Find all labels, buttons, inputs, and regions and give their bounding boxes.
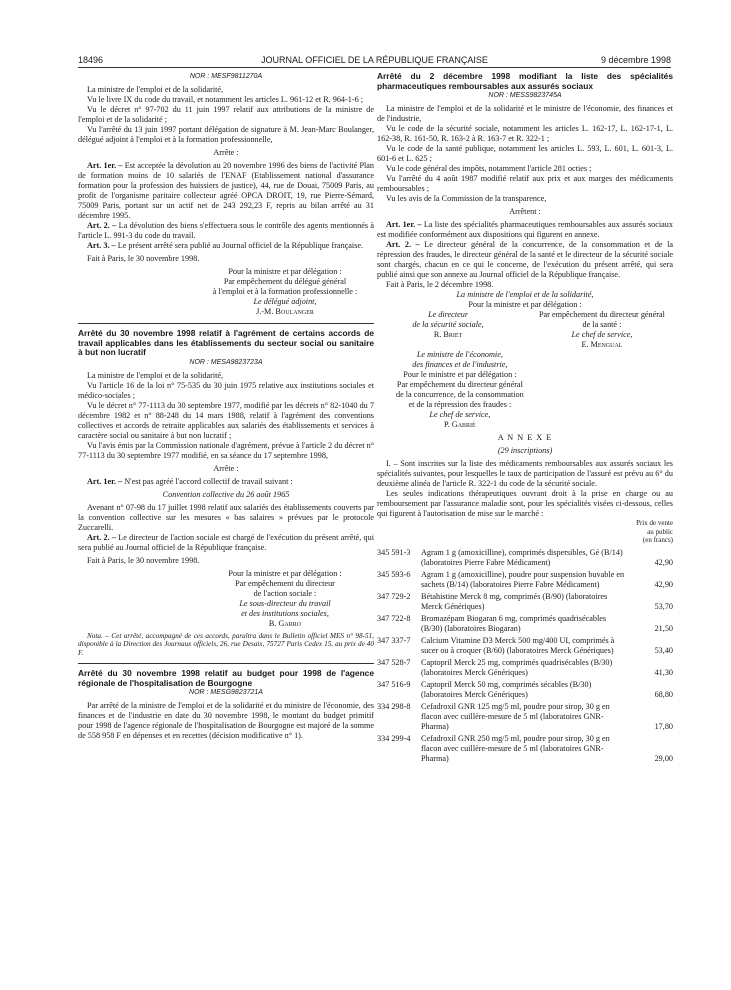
medication-description: Agram 1 g (amoxicilline), comprimés dispersibles, Gé (B/14) (laboratoires Pierre Fabre Médicament): [421, 547, 623, 567]
medication-price: 42,90: [654, 579, 673, 589]
paragraph: Vu l'avis émis par la Commission nationale d'agrément, prévue à l'article 2 du décret n° 77-1113 du 30 septembre 1977 modifié, en sa séance du 17 septembre 1998,: [78, 440, 374, 460]
medication-row: [377, 636, 673, 656]
signatory-line: Pour la ministre et par délégation :: [468, 300, 582, 310]
annex-heading: A N N E X E: [497, 433, 553, 443]
paragraph: Vu l'arrêté du 13 juin 1997 portant délégation de signature à M. Jean-Marc Boulanger, délégué adjoint à l'emploi et à la formation professionnelle,: [78, 125, 374, 144]
article: Art. 2. – La dévolution des biens s'effectuera sous le contrôle des agents mentionnés à l'article L. 991-3 du code du travail.: [78, 221, 375, 240]
paragraph: Vu le décret n° 97-702 du 11 juin 1997 relatif aux attributions de la ministre de l'emploi et de la solidarité ;: [78, 105, 374, 124]
article: Art. 2. – Le directeur de l'action sociale est chargé de l'exécution du présent arrêté, qui sera publié au Journal officiel de la République française.: [78, 532, 374, 552]
paragraph: Vu le code de la sécurité sociale, notamment les articles L. 162-17, L. 162-17-1, L. 162-38, R. 161-50, R. 163-2 à R. 163-7 et R. 322-1 ;: [377, 124, 673, 144]
arrete-heading: Arrêtent :: [509, 207, 541, 217]
nor-ref: NOR : MESG9823721A: [189, 689, 263, 697]
convention-heading: Convention collective du 26 août 1965: [162, 489, 290, 499]
medication-code: 334 299-4: [377, 733, 411, 743]
article-title: Arrêté du 30 novembre 1998 relatif au budget pour 1998 de l'agence régionale de l'hospitalisation de Bourgogne: [78, 668, 374, 688]
paragraph: Les seules indications thérapeutiques ouvrant droit à la prise en charge ou au remboursement par l'assurance maladie sont, pour les spécialités visées ci-dessous, celles qui figurent à l'autorisation de mise sur le marché :: [377, 489, 673, 519]
divider: [78, 663, 374, 664]
medication-row: [377, 614, 673, 634]
medication-description: Bromazépam Biogaran 6 mg, comprimés quadrisécables (B/30) (laboratoires Biogaran): [421, 613, 607, 633]
medication-description: Cefadroxil GNR 250 mg/5 ml, poudre pour sirop, 30 g en flacon avec cuillère-mesure de 5 ml (laboratoires GNR-Pharma): [421, 733, 610, 763]
medication-price: 21,50: [654, 623, 673, 633]
medication-code: 347 722-8: [377, 613, 411, 623]
right-column: [377, 72, 673, 766]
medication-code: 347 516-9: [377, 679, 411, 689]
article: Art. 2. – Le directeur général de la concurrence, de la consommation et de la répression des fraudes, le directeur général de la santé et le directeur de la sécurité sociale sont chargés, chacun en ce qui le concerne, de l'exécution du présent arrêté, qui sera publié ainsi que son annexe au Journal officiel de la République française.: [377, 240, 673, 280]
paragraph: Vu le code général des impôts, notamment l'article 281 octies ;: [386, 164, 592, 174]
paragraph: La ministre de l'emploi et de la solidarité,: [87, 85, 224, 94]
medication-code: 345 591-3: [377, 547, 411, 557]
article: Art. 1er. – La liste des spécialités pharmaceutiques remboursables aux assurés sociaux est modifiée conformément aux dispositions qui figurent en annexe.: [377, 220, 673, 240]
nota: Nota. – Cet arrêté, accompagné de ces accords, paraîtra dans le Bulletin officiel MES n° 98-51, disponible à la Direction des Journaux officiels, 26, rue Desaix, 75727 Paris Cedex 15, au prix de 40 F.: [78, 631, 374, 657]
medication-code: 347 729-2: [377, 591, 411, 601]
article: Art. 1er. – N'est pas agréé l'accord collectif de travail suivant :: [87, 476, 293, 486]
signature-date: Fait à Paris, le 30 novembre 1998.: [87, 555, 200, 565]
arrete-heading: Arrête :: [213, 463, 239, 473]
divider: [78, 323, 374, 324]
medication-description: Captopril Merck 25 mg, comprimés quadrisécables (B/30) (laboratoires Merck Génériques): [421, 657, 613, 677]
medication-description: Bétahistine Merck 8 mg, comprimés (B/90) (laboratoires Merck Génériques): [421, 591, 608, 611]
paragraph: Vu le livre IX du code du travail, et notamment les articles L. 961-12 et R. 964-1-6 ;: [87, 95, 363, 104]
signature-row: Le directeur de la sécurité sociale, R. Briet Par empêchement du directeur général de la santé : Le chef de service, E. Mengual: [412, 310, 665, 350]
paragraph: Par arrêté de la ministre de l'emploi et de la solidarité et du ministre de l'économie, des finances et de l'industrie en date du 30 novembre 1998, le montant du budget primitif pour 1998 de l'agence régionale de l'hospitalisation de Bourgogne est majoré de la somme de 558 958 F en dépenses et en recettes (décision modificative n° 1).: [78, 701, 374, 741]
paragraph: La ministre de l'emploi et de la solidarité,: [87, 370, 224, 380]
medication-code: 345 593-6: [377, 569, 411, 579]
paragraph: Vu l'arrêté du 4 août 1987 modifié relatif aux prix et aux marges des médicaments remboursables ;: [377, 174, 673, 194]
arrete-heading: Arrête :: [213, 148, 239, 157]
medication-description: Captopril Merck 50 mg, comprimés sécables (B/30) (laboratoires Merck Génériques): [421, 679, 592, 699]
page-header: [78, 55, 671, 65]
nor-ref: NOR : MESS9823745A: [488, 92, 562, 100]
signature-date: Fait à Paris, le 30 novembre 1998.: [87, 254, 200, 263]
price-header: Prix de vente au public (en francs): [636, 519, 673, 545]
signature-block: Le ministre de l'économie, des finances et de l'industrie, Pour le ministre et par délégation : Par empêchement du directeur général de la concurrence, de la consommation et de la répression des fraudes : Le chef de service, P. Gabrié: [395, 350, 524, 430]
article-title: Arrêté du 2 décembre 1998 modifiant la liste des spécialités pharmaceutiques remboursables aux assurés sociaux: [377, 71, 673, 91]
medication-list: [377, 548, 673, 766]
article-title: Arrêté du 30 novembre 1998 relatif à l'agrément de certains accords de travail applicables dans les établissements du secteur social ou sanitaire à but non lucratif: [78, 328, 374, 358]
signature-block: Pour la ministre et par délégation : Par empêchement du directeur de l'action sociale : Le sous-directeur du travail et des institutions sociales, B. Garro: [228, 568, 342, 628]
journal-title: JOURNAL OFFICIEL DE LA RÉPUBLIQUE FRANÇAISE: [261, 55, 488, 65]
medication-price: 29,00: [654, 753, 673, 763]
nor-ref: NOR : MESA9823723A: [189, 358, 263, 366]
paragraph: La ministre de l'emploi et de la solidarité et le ministre de l'économie, des finances et de l'industrie,: [377, 104, 673, 124]
medication-price: 41,30: [654, 667, 673, 677]
page-number: 18496: [78, 55, 104, 65]
nor-ref: NOR : MESF9811270A: [189, 73, 263, 80]
medication-row: [377, 702, 673, 732]
paragraph: Vu le code de la santé publique, notamment les articles L. 593, L. 601, L. 601-3, L. 601-6 et L. 625 ;: [377, 144, 673, 164]
paragraph: Vu l'article 16 de la loi n° 75-535 du 30 juin 1975 relative aux institutions sociales et médico-sociales ;: [78, 380, 374, 400]
medication-price: 53,70: [654, 601, 673, 611]
medication-price: 42,90: [654, 557, 673, 567]
medication-row: [377, 548, 673, 568]
medication-row: [377, 680, 673, 700]
medication-row: [377, 592, 673, 612]
article: Art. 1er. – Est acceptée la dévolution au 20 novembre 1996 des biens de l'activité Plan de formation moins de 10 salariés de l'ENAF (Etablissement national d'assurance formation pour la profession des huissiers de justice), 44, rue de Douai, 75009 Paris, au profit de l'organisme paritaire collecteur agréé OPCA DROIT, 19, rue Pierre-Sémard, 75009 Paris, portant sur un actif net de 243 292,23 F, repris au bilan arrêté au 31 décembre 1995.: [78, 161, 375, 220]
medication-row: [377, 570, 673, 590]
signatory-title: La ministre de l'emploi et de la solidarité,: [456, 290, 594, 300]
paragraph: I. – Sont inscrites sur la liste des médicaments remboursables aux assurés sociaux les spécialités suivantes, pour lesquelles le taux de participation de l'assuré est prévu au 6° du deuxième alinéa de l'article R. 322-1 du code de la sécurité sociale.: [377, 459, 673, 489]
signature-block: Pour la ministre et par délégation : Par empêchement du délégué général à l'emploi et à la formation professionnelle : Le délégué adjoint, J.-M. Boulanger: [212, 267, 358, 316]
issue-date: 9 décembre 1998: [600, 55, 671, 65]
medication-code: 347 528-7: [377, 657, 411, 667]
medication-code: 347 337-7: [377, 635, 411, 645]
medication-description: Agram 1 g (amoxicilline), poudre pour suspension buvable en sachets (B/14) (laboratoires Pierre Fabre Médicament): [421, 569, 625, 589]
medication-price: 17,80: [654, 721, 673, 731]
paragraph: Vu le décret n° 77-1113 du 30 septembre 1977, modifié par les décrets n° 82-1040 du 7 décembre 1982 et n° 88-248 du 14 mars 1988, relatif à l'agrément des conventions collectives et accords de retraite applicables aux salariés des établissements et services à caractère social ou sanitaire à but non lucratif ;: [78, 400, 374, 440]
annex-count: (29 inscriptions): [497, 446, 553, 456]
signature-date: Fait à Paris, le 2 décembre 1998.: [386, 280, 494, 290]
header-rule: [78, 67, 671, 68]
left-column: [78, 72, 374, 741]
medication-row: [377, 658, 673, 678]
medication-price: 53,40: [654, 645, 673, 655]
medication-description: Cefadroxil GNR 125 mg/5 ml, poudre pour sirop, 30 g en flacon avec cuillère-mesure de 5 ml (laboratoires GNR-Pharma): [421, 701, 610, 731]
paragraph: Avenant n° 07-98 du 17 juillet 1998 relatif aux salariés des établissements couverts par la convention collective sur les mesures « bas salaires » prévues par le protocole Zuccarelli.: [78, 502, 374, 532]
medication-price: 68,80: [654, 689, 673, 699]
medication-code: 334 298-8: [377, 701, 411, 711]
article: Art. 3. – Le présent arrêté sera publié au Journal officiel de la République française.: [87, 241, 364, 250]
medication-description: Calcium Vitamine D3 Merck 500 mg/400 UI, comprimés à sucer ou à croquer (B/60) (laboratoires Merck Génériques): [421, 635, 615, 655]
paragraph: Vu les avis de la Commission de la transparence,: [386, 194, 547, 204]
medication-row: [377, 734, 673, 764]
